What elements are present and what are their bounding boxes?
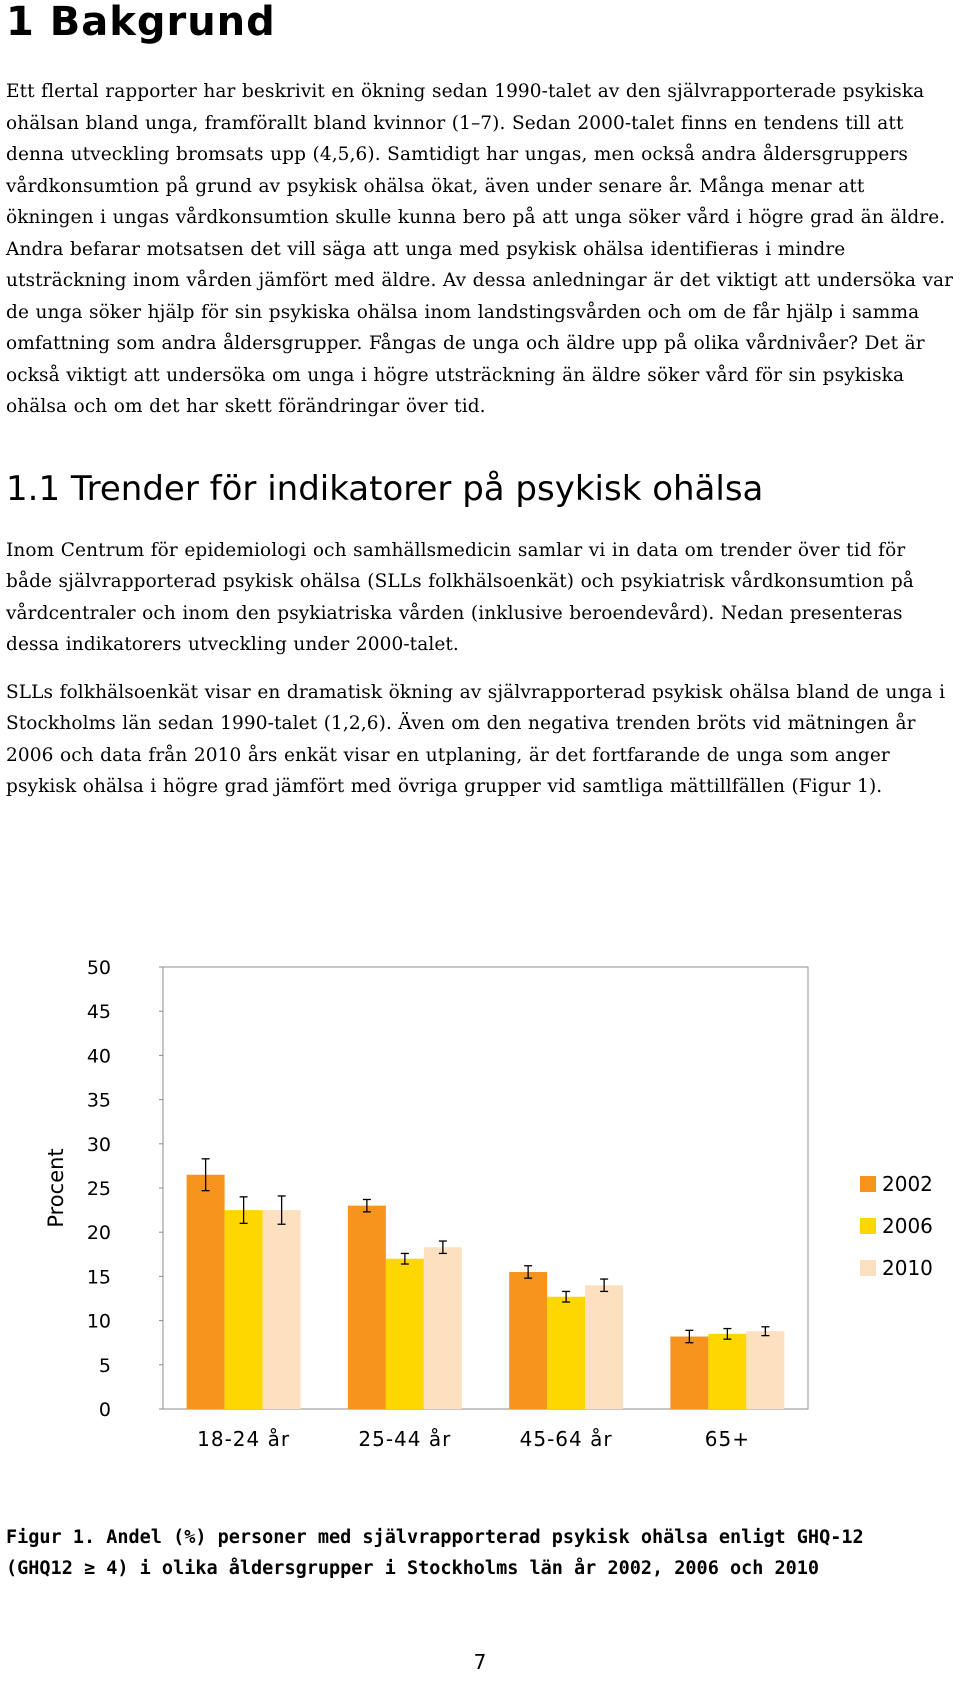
y-tick-label: 10 — [86, 1310, 111, 1333]
figure-caption — [6, 1522, 954, 1584]
section-title: 1 Bakgrund — [6, 0, 276, 45]
document-page — [6, 0, 954, 803]
y-tick-label: 0 — [98, 1399, 111, 1421]
bar-2006 — [708, 1334, 746, 1409]
caption-line-1: Figur 1. Andel (%) personer med självrapporterad psykisk ohälsa enligt GHQ-12 — [6, 1527, 864, 1548]
subsection-title: 1.1 Trender för indikatorer på psykisk ohälsa — [6, 468, 764, 509]
x-tick-label: 65+ — [704, 1427, 750, 1451]
bar-2006 — [547, 1297, 585, 1409]
bar-2010 — [585, 1285, 623, 1409]
y-tick-label: 15 — [86, 1266, 111, 1289]
body-paragraph: Ett flertal rapporter har beskrivit en ökning sedan 1990-talet av den självrapporterade psykiska ohälsan bland unga, framförallt bland kvinnor (1–7). Sedan 2000-talet finns en tendens till att denna utveckling bromsats upp (4,5,6). Samtidigt har ungas, men också andra åldersgruppers vårdkonsumtion på grund av psykisk ohälsa ökat, även under senare år. Många menar att ökningen i ungas vårdkonsumtion skulle kunna bero på att unga söker vård i högre grad än äldre. Andra befarar motsatsen det vill säga att unga med psykisk ohälsa identifieras i mindre utsträckning inom vården jämfört med äldre. Av dessa anledningar är det viktigt att undersöka var de unga söker hjälp för sin psykiska ohälsa inom landstingsvården och om de får hjälp i samma omfattning som andra åldersgrupper. Fångas de unga och äldre upp på olika vårdnivåer? Det är också viktigt att undersöka om unga i högre utsträckning än äldre söker vård för sin psykiska ohälsa och om det har skett förändringar över tid. — [6, 81, 954, 417]
bar-2010 — [424, 1247, 462, 1409]
legend-swatch-2006 — [860, 1218, 876, 1234]
bar-2002 — [509, 1272, 547, 1409]
page-number: 7 — [473, 1650, 487, 1674]
bar-2002 — [187, 1175, 225, 1409]
caption-line-2: (GHQ12 ≥ 4) i olika åldersgrupper i Stockholms län år 2002, 2006 och 2010 — [6, 1558, 820, 1579]
figure-1 — [0, 940, 960, 1460]
y-tick-label: 30 — [86, 1133, 111, 1156]
legend-label-2002: 2002 — [882, 1172, 933, 1196]
x-tick-label: 18-24 år — [197, 1427, 291, 1451]
bar-2006 — [225, 1210, 263, 1409]
y-tick-label: 35 — [86, 1089, 111, 1112]
bar-2010 — [263, 1210, 301, 1409]
bar-2002 — [670, 1337, 708, 1409]
body-paragraph: SLLs folkhälsoenkät visar en dramatisk ökning av självrapporterad psykisk ohälsa bland de unga i Stockholms län sedan 1990-talet (1,2,6). Även om den negativa trenden bröts vid mätningen år 2006 och data från 2010 års enkät visar en utplaning, är det fortfarande de unga som anger psykisk ohälsa i högre grad jämfört med övriga grupper vid samtliga mättillfällen (Figur 1). — [6, 681, 946, 797]
y-tick-label: 25 — [86, 1178, 111, 1200]
y-axis-label: Procent — [44, 1148, 68, 1228]
legend-label-2010: 2010 — [882, 1256, 933, 1280]
x-tick-label: 25-44 år — [358, 1427, 452, 1451]
bar-chart — [0, 940, 960, 1460]
legend-swatch-2002 — [860, 1176, 876, 1192]
bar-2006 — [386, 1259, 424, 1409]
y-tick-label: 5 — [98, 1354, 111, 1377]
legend-label-2006: 2006 — [882, 1214, 933, 1238]
y-tick-label: 45 — [86, 1001, 111, 1024]
legend-swatch-2010 — [860, 1260, 876, 1276]
y-tick-label: 20 — [86, 1222, 111, 1245]
y-tick-label: 40 — [86, 1045, 111, 1068]
x-tick-label: 45-64 år — [519, 1427, 613, 1451]
bar-2002 — [348, 1206, 386, 1409]
y-tick-label: 50 — [86, 957, 111, 979]
bar-2010 — [746, 1331, 784, 1409]
body-paragraph: Inom Centrum för epidemiologi och samhällsmedicin samlar vi in data om trender över tid för både självrapporterad psykisk ohälsa (SLLs folkhälsoenkät) och psykiatrisk vårdkonsumtion på vårdcentraler och inom den psykiatriska vården (inklusive beroendevård). Nedan presenteras dessa indikatorers utveckling under 2000-talet. — [6, 539, 914, 655]
